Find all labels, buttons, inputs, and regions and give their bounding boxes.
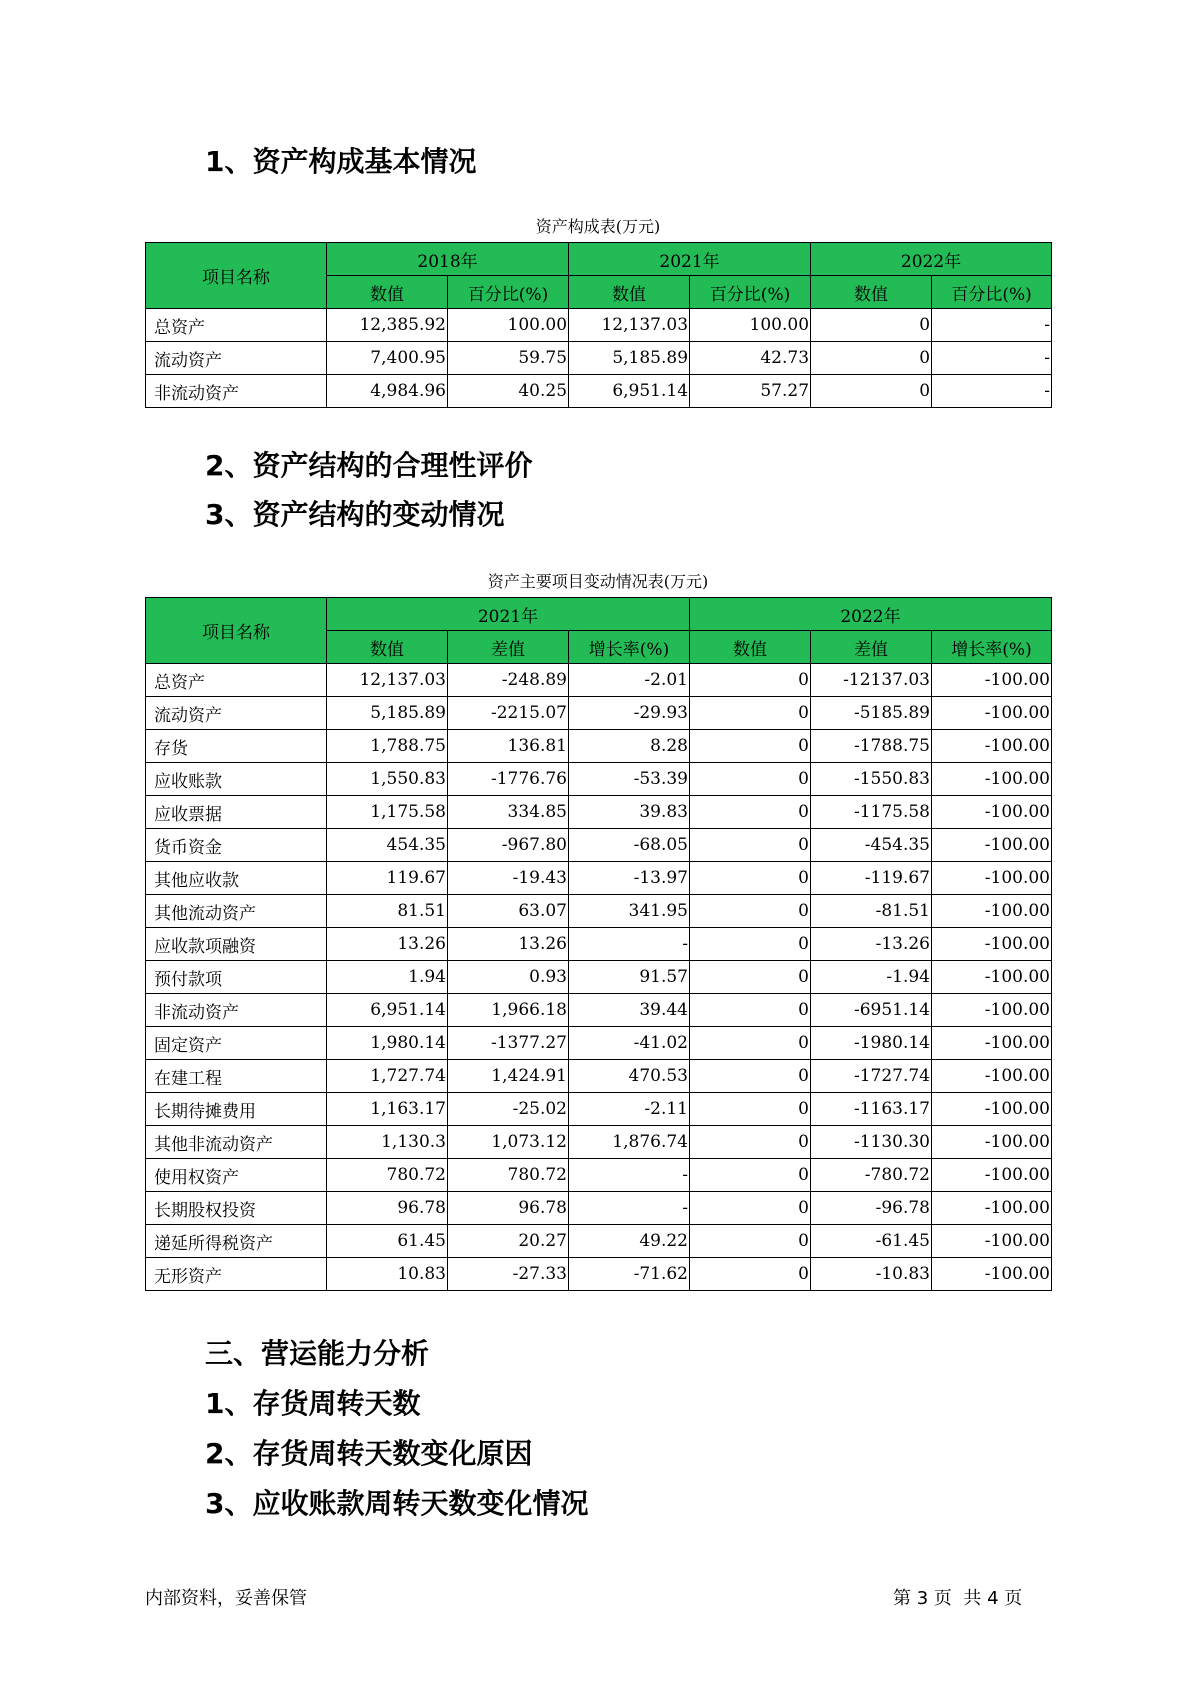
table-cell: -100.00 [932, 994, 1052, 1027]
table-cell: -25.02 [448, 1093, 569, 1126]
table-cell: 1,073.12 [448, 1126, 569, 1159]
table-cell: -1.94 [811, 961, 932, 994]
table-cell: -100.00 [932, 763, 1052, 796]
row-label: 其他流动资产 [146, 895, 327, 928]
table-row [146, 961, 1052, 994]
table2-sub-header: 增长率(%) [569, 631, 690, 664]
table-row [146, 928, 1052, 961]
table-cell: 0 [690, 796, 811, 829]
table-row [146, 1093, 1052, 1126]
table-cell: -100.00 [932, 961, 1052, 994]
table2-body [146, 664, 1052, 1291]
row-label: 递延所得税资产 [146, 1225, 327, 1258]
table-cell: 20.27 [448, 1225, 569, 1258]
table-cell: -100.00 [932, 829, 1052, 862]
table-cell: 12,385.92 [327, 309, 448, 342]
table-cell: 0 [811, 342, 932, 375]
table-row [146, 1027, 1052, 1060]
table2-sub-header: 差值 [811, 631, 932, 664]
table2-name-header: 项目名称 [146, 598, 327, 664]
table-cell: -1550.83 [811, 763, 932, 796]
table-cell: 100.00 [690, 309, 811, 342]
table1-caption: 资产构成表(万元) [535, 217, 661, 236]
table-cell: -100.00 [932, 862, 1052, 895]
table-cell: 5,185.89 [569, 342, 690, 375]
table-cell: -1727.74 [811, 1060, 932, 1093]
table-cell: 96.78 [327, 1192, 448, 1225]
table-cell: 780.72 [327, 1159, 448, 1192]
table-cell: 1,876.74 [569, 1126, 690, 1159]
table-cell: -100.00 [932, 1192, 1052, 1225]
table-cell: 6,951.14 [569, 375, 690, 408]
table-row [146, 730, 1052, 763]
table-cell: -10.83 [811, 1258, 932, 1291]
table-cell: -1130.30 [811, 1126, 932, 1159]
table-cell: -41.02 [569, 1027, 690, 1060]
table-cell: 7,400.95 [327, 342, 448, 375]
row-label: 固定资产 [146, 1027, 327, 1060]
row-label: 应收账款 [146, 763, 327, 796]
table-cell: -100.00 [932, 895, 1052, 928]
table-row [146, 994, 1052, 1027]
table-row [146, 375, 1052, 408]
table-cell: -100.00 [932, 1126, 1052, 1159]
table1-sub-header: 百分比(%) [690, 276, 811, 309]
table2-year-header: 2022年 [690, 598, 1052, 631]
table-cell: 780.72 [448, 1159, 569, 1192]
asset-composition-table [145, 242, 1052, 408]
table1-year-header: 2022年 [811, 243, 1052, 276]
section-heading-structure-change: 3、资产结构的变动情况 [205, 498, 505, 531]
asset-change-table [145, 597, 1052, 1291]
table-cell: 57.27 [690, 375, 811, 408]
section-heading-receivables-turnover: 3、应收账款周转天数变化情况 [205, 1487, 589, 1520]
table-cell: -29.93 [569, 697, 690, 730]
table-cell: -100.00 [932, 730, 1052, 763]
table-cell: - [569, 928, 690, 961]
table-cell: 63.07 [448, 895, 569, 928]
table-cell: -1776.76 [448, 763, 569, 796]
table-cell: 12,137.03 [569, 309, 690, 342]
footer-confidential-note: 内部资料，妥善保管 [145, 1588, 307, 1609]
table-cell: -1175.58 [811, 796, 932, 829]
table-cell: 61.45 [327, 1225, 448, 1258]
table-cell: -2.01 [569, 664, 690, 697]
table-cell: -100.00 [932, 928, 1052, 961]
table-cell: 81.51 [327, 895, 448, 928]
table-cell: -96.78 [811, 1192, 932, 1225]
row-label: 预付款项 [146, 961, 327, 994]
table-cell: 0 [690, 1225, 811, 1258]
table-cell: -100.00 [932, 1159, 1052, 1192]
table-cell: -53.39 [569, 763, 690, 796]
table2-caption: 资产主要项目变动情况表(万元) [487, 572, 709, 591]
table-cell: 1,980.14 [327, 1027, 448, 1060]
table-cell: 49.22 [569, 1225, 690, 1258]
table-cell: 39.83 [569, 796, 690, 829]
row-label: 在建工程 [146, 1060, 327, 1093]
table1-sub-header: 数值 [811, 276, 932, 309]
table-cell: -1788.75 [811, 730, 932, 763]
table-cell: 91.57 [569, 961, 690, 994]
table1-sub-header: 百分比(%) [932, 276, 1052, 309]
table-row [146, 829, 1052, 862]
table-cell: 0 [690, 1060, 811, 1093]
table-cell: -1163.17 [811, 1093, 932, 1126]
table-cell: 136.81 [448, 730, 569, 763]
table1-name-header: 项目名称 [146, 243, 327, 309]
table2-year-header: 2021年 [327, 598, 690, 631]
table-cell: 341.95 [569, 895, 690, 928]
page-total: 4 [987, 1588, 999, 1609]
section-heading-asset-composition: 1、资产构成基本情况 [205, 145, 477, 178]
table-cell: 10.83 [327, 1258, 448, 1291]
table-cell: -13.97 [569, 862, 690, 895]
table-cell: -19.43 [448, 862, 569, 895]
table-cell: 0 [690, 994, 811, 1027]
table-cell: -1980.14 [811, 1027, 932, 1060]
section-heading-inventory-turnover-reason: 2、存货周转天数变化原因 [205, 1437, 533, 1470]
table-cell: 1,550.83 [327, 763, 448, 796]
page-prefix: 第 [893, 1588, 911, 1609]
table1-sub-header: 数值 [569, 276, 690, 309]
table-cell: 0 [811, 309, 932, 342]
table-row [146, 1258, 1052, 1291]
table-cell: - [932, 375, 1052, 408]
table-cell: 470.53 [569, 1060, 690, 1093]
table-cell: 0 [690, 1159, 811, 1192]
row-label: 长期股权投资 [146, 1192, 327, 1225]
table-cell: 0 [690, 862, 811, 895]
row-label: 无形资产 [146, 1258, 327, 1291]
page-suffix: 页 [1004, 1588, 1023, 1609]
table-cell: -100.00 [932, 796, 1052, 829]
section-heading-operating-capacity: 三、营运能力分析 [205, 1337, 430, 1370]
table-cell: 119.67 [327, 862, 448, 895]
row-label: 流动资产 [146, 342, 327, 375]
table1-year-header: 2021年 [569, 243, 811, 276]
table1-year-header: 2018年 [327, 243, 569, 276]
table-cell: -100.00 [932, 664, 1052, 697]
page-current: 3 [916, 1588, 929, 1609]
table-cell: 42.73 [690, 342, 811, 375]
table-cell: 0 [811, 375, 932, 408]
table-row [146, 697, 1052, 730]
table-cell: 39.44 [569, 994, 690, 1027]
table-cell: 0 [690, 829, 811, 862]
table1-sub-header: 数值 [327, 276, 448, 309]
table-cell: 0 [690, 730, 811, 763]
table-cell: 1,175.58 [327, 796, 448, 829]
table-cell: 1,130.3 [327, 1126, 448, 1159]
table-cell: -100.00 [932, 1027, 1052, 1060]
table-cell: -13.26 [811, 928, 932, 961]
table-cell: 1,727.74 [327, 1060, 448, 1093]
table-cell: -12137.03 [811, 664, 932, 697]
table-cell: -27.33 [448, 1258, 569, 1291]
table-cell: 0 [690, 928, 811, 961]
table1-sub-header: 百分比(%) [448, 276, 569, 309]
table-cell: 1,163.17 [327, 1093, 448, 1126]
table-cell: 59.75 [448, 342, 569, 375]
table-cell: 0 [690, 1192, 811, 1225]
row-label: 长期待摊费用 [146, 1093, 327, 1126]
table-cell: -248.89 [448, 664, 569, 697]
table-cell: 0 [690, 1093, 811, 1126]
table-row [146, 1159, 1052, 1192]
table1-body [146, 309, 1052, 408]
row-label: 应收款项融资 [146, 928, 327, 961]
table-cell: -100.00 [932, 1258, 1052, 1291]
table-cell: 0 [690, 1126, 811, 1159]
table-cell: -81.51 [811, 895, 932, 928]
table-cell: 1.94 [327, 961, 448, 994]
table-cell: 334.85 [448, 796, 569, 829]
table-cell: - [569, 1159, 690, 1192]
table-cell: 13.26 [448, 928, 569, 961]
table-cell: 6,951.14 [327, 994, 448, 1027]
table-cell: -5185.89 [811, 697, 932, 730]
table-cell: -780.72 [811, 1159, 932, 1192]
section-heading-structure-evaluation: 2、资产结构的合理性评价 [205, 449, 533, 482]
table-cell: -100.00 [932, 697, 1052, 730]
table-row [146, 1192, 1052, 1225]
row-label: 非流动资产 [146, 375, 327, 408]
row-label: 总资产 [146, 309, 327, 342]
row-label: 应收票据 [146, 796, 327, 829]
table-cell: -100.00 [932, 1093, 1052, 1126]
table-cell: -967.80 [448, 829, 569, 862]
table-cell: 12,137.03 [327, 664, 448, 697]
table-cell: 1,788.75 [327, 730, 448, 763]
table-cell: 13.26 [327, 928, 448, 961]
table-cell: -100.00 [932, 1225, 1052, 1258]
table-cell: -71.62 [569, 1258, 690, 1291]
table-cell: 454.35 [327, 829, 448, 862]
table-cell: 0 [690, 895, 811, 928]
table-row [146, 664, 1052, 697]
table-cell: 96.78 [448, 1192, 569, 1225]
table-cell: 100.00 [448, 309, 569, 342]
table-row [146, 895, 1052, 928]
table-cell: 0 [690, 1258, 811, 1291]
table-cell: 0 [690, 763, 811, 796]
table-cell: 4,984.96 [327, 375, 448, 408]
table-cell: 1,966.18 [448, 994, 569, 1027]
table-cell: -100.00 [932, 1060, 1052, 1093]
table2-sub-header: 数值 [327, 631, 448, 664]
table-cell: -454.35 [811, 829, 932, 862]
table2-sub-header: 数值 [690, 631, 811, 664]
row-label: 其他应收款 [146, 862, 327, 895]
table-cell: -1377.27 [448, 1027, 569, 1060]
table-cell: -2.11 [569, 1093, 690, 1126]
table-cell: - [569, 1192, 690, 1225]
table-row [146, 1126, 1052, 1159]
row-label: 存货 [146, 730, 327, 763]
table-cell: 8.28 [569, 730, 690, 763]
table-cell: 0 [690, 961, 811, 994]
footer-page-number [893, 1587, 1022, 1611]
table-cell: -68.05 [569, 829, 690, 862]
page-mid: 页 共 [933, 1588, 982, 1609]
section-heading-inventory-turnover: 1、存货周转天数 [205, 1387, 421, 1420]
table-cell: 0 [690, 1027, 811, 1060]
table-cell: 5,185.89 [327, 697, 448, 730]
table-cell: 40.25 [448, 375, 569, 408]
table-cell: -61.45 [811, 1225, 932, 1258]
table-cell: -119.67 [811, 862, 932, 895]
table2-sub-header: 差值 [448, 631, 569, 664]
table-row [146, 796, 1052, 829]
table-cell: - [932, 342, 1052, 375]
table-cell: 0 [690, 697, 811, 730]
row-label: 流动资产 [146, 697, 327, 730]
table-row [146, 1060, 1052, 1093]
table-row [146, 309, 1052, 342]
table-cell: 0.93 [448, 961, 569, 994]
row-label: 其他非流动资产 [146, 1126, 327, 1159]
table-row [146, 763, 1052, 796]
table-cell: 1,424.91 [448, 1060, 569, 1093]
table-cell: -6951.14 [811, 994, 932, 1027]
table-cell: - [932, 309, 1052, 342]
table-cell: 0 [690, 664, 811, 697]
row-label: 总资产 [146, 664, 327, 697]
table-row [146, 862, 1052, 895]
row-label: 货币资金 [146, 829, 327, 862]
table-row [146, 1225, 1052, 1258]
table2-sub-header: 增长率(%) [932, 631, 1052, 664]
row-label: 非流动资产 [146, 994, 327, 1027]
row-label: 使用权资产 [146, 1159, 327, 1192]
table-cell: -2215.07 [448, 697, 569, 730]
table-row [146, 342, 1052, 375]
